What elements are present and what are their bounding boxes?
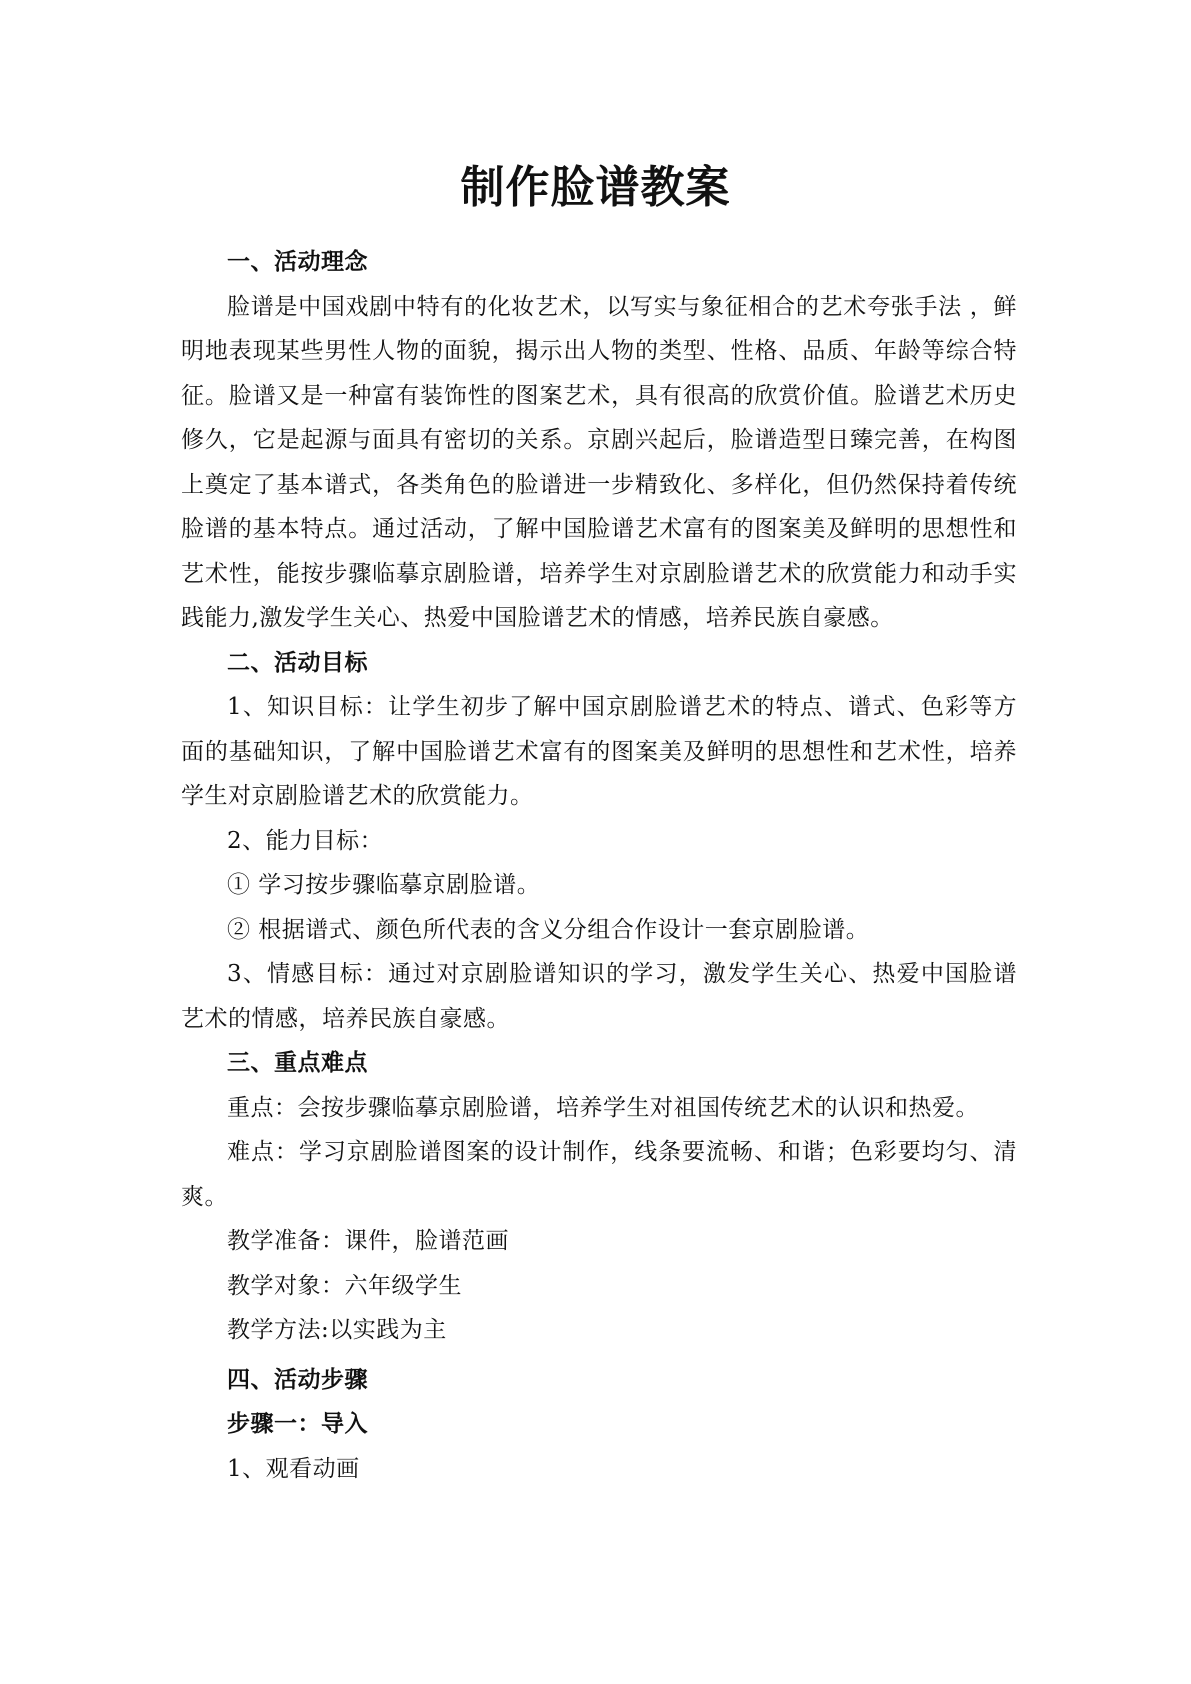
section-heading-key-points: 三、重点难点 [227,1050,368,1076]
section-heading-steps: 四、活动步骤 [227,1366,368,1393]
section-heading-goals: 二、活动目标 [227,649,368,676]
knowledge-goal: 1、知识目标：让学生初步了解中国京剧脸谱艺术的特点、谱式、色彩等方面的基础知识，了解中国脸谱艺术富有的图案美及鲜明的思想性和艺术性，培养学生对京剧脸谱艺术的欣赏能力。 [181,694,1017,809]
ability-goal: 2、能力目标： [227,827,384,854]
teaching-preparation: 教学准备：课件，脸谱范画 [227,1228,509,1254]
difficult-point: 难点：学习京剧脸谱图案的设计制作，线条要流畅、和谐；色彩要均匀、清爽。 [181,1139,1017,1210]
ability-goal-item-2: ② 根据谱式、颜色所代表的含义分组合作设计一套京剧脸谱。 [227,916,870,943]
ability-goal-item-1: ① 学习按步骤临摹京剧脸谱。 [227,872,541,898]
step-one-item-1: 1、观看动画 [227,1455,360,1482]
step-one-heading: 步骤一：导入 [227,1411,368,1437]
key-point: 重点：会按步骤临摹京剧脸谱，培养学生对祖国传统艺术的认识和热爱。 [227,1094,979,1121]
document-body [181,240,1017,1491]
concept-paragraph: 脸谱是中国戏剧中特有的化妆艺术，以写实与象征相合的艺术夸张手法 ，鲜明地表现某些男性人物的面貌，揭示出人物的类型、性格、品质、年龄等综合特征。脸谱又是一种富有装饰性的图案艺术，具有很高的欣赏价值。脸谱艺术历史修久，它是起源与面具有密切的关系。京剧兴起后，脸谱造型日臻完善，在构图上奠定了基本谱式，各类角色的脸谱进一步精致化、多样化，但仍然保持着传统脸谱的基本特点。通过活动，了解中国脸谱艺术富有的图案美及鲜明的思想性和艺术性，能按步骤临摹京剧脸谱，培养学生对京剧脸谱艺术的欣赏能力和动手实践能力,激发学生关心、热爱中国脸谱艺术的情感，培养民族自豪感。 [181,293,1017,631]
teaching-audience: 教学对象：六年级学生 [227,1272,462,1299]
emotion-goal: 3、情感目标：通过对京剧脸谱知识的学习，激发学生关心、热爱中国脸谱艺术的情感，培养民族自豪感。 [181,961,1017,1032]
teaching-method: 教学方法:以实践为主 [227,1317,447,1343]
document-title: 制作脸谱教案 [460,162,731,213]
section-heading-concept: 一、活动理念 [227,249,368,275]
